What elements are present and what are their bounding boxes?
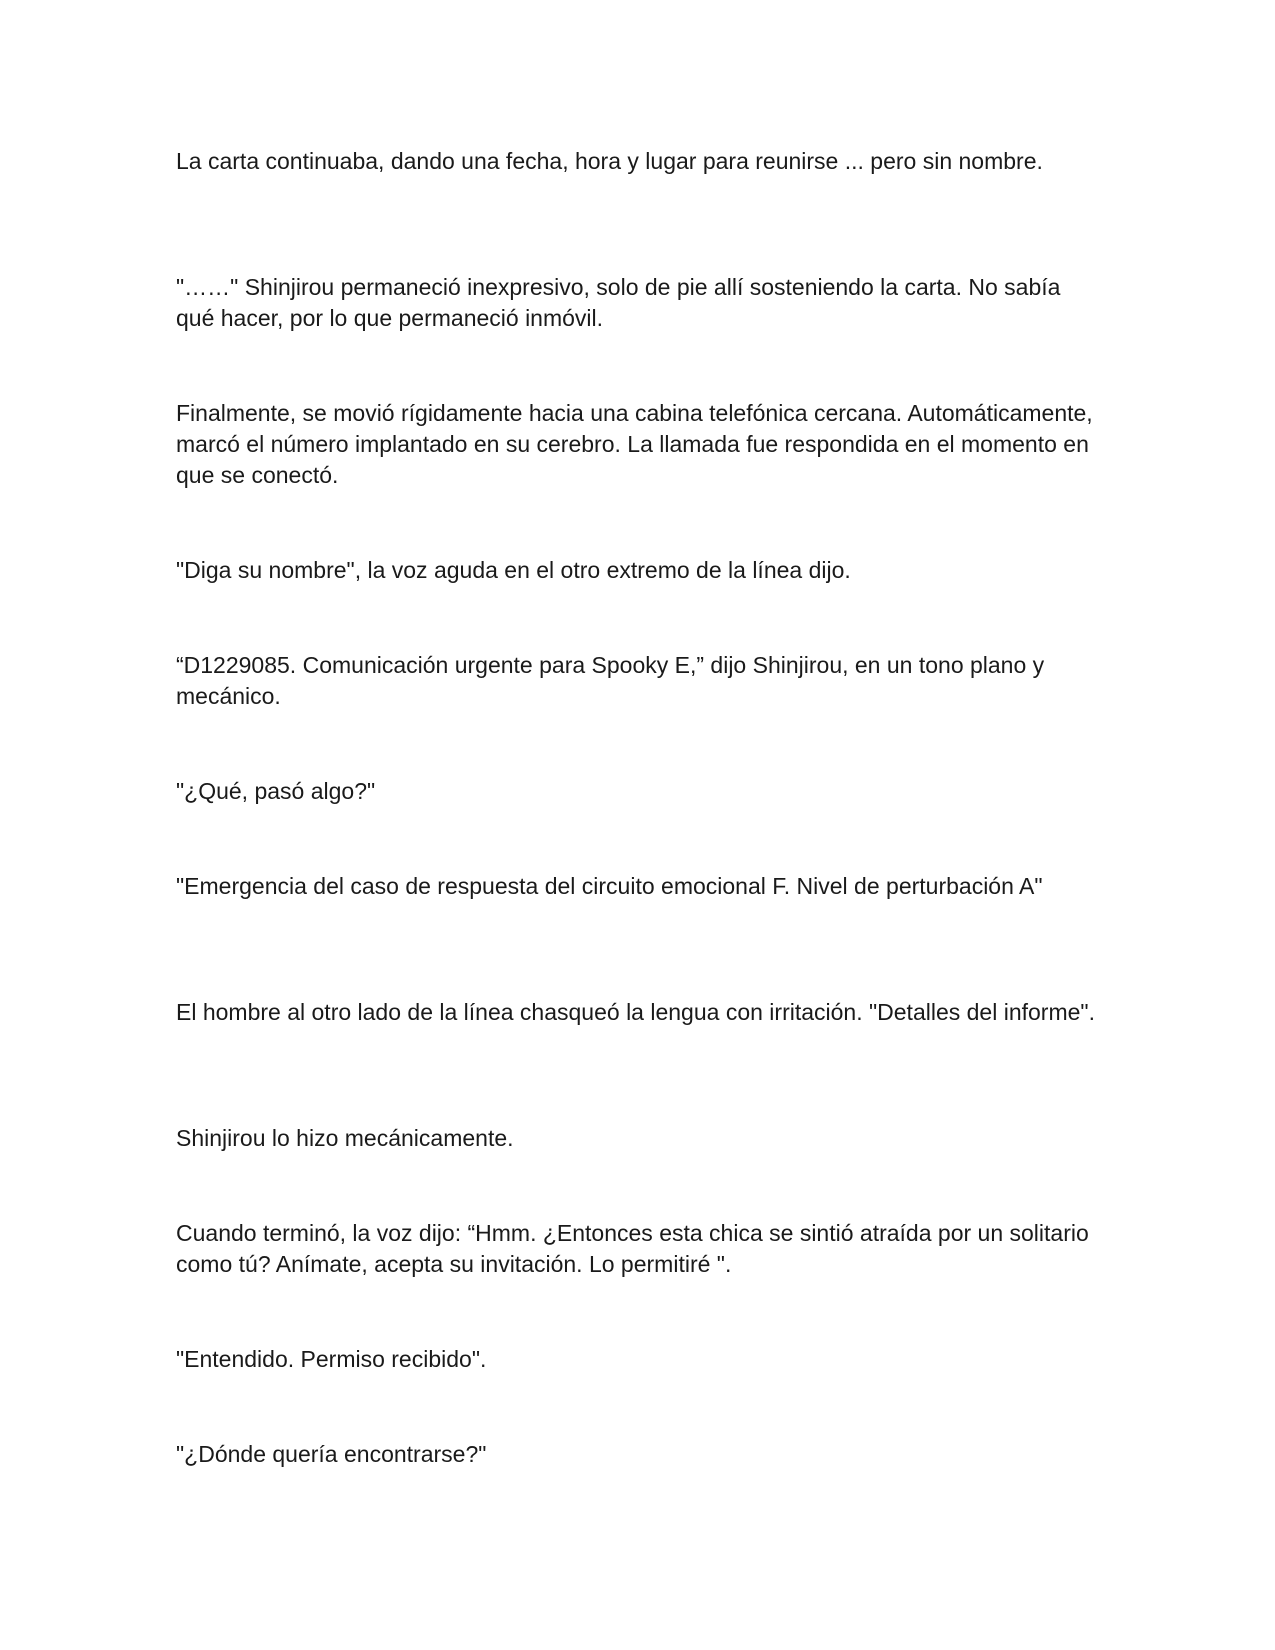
paragraph: La carta continuaba, dando una fecha, hora y lugar para reunirse ... pero sin nombre.	[176, 148, 1043, 174]
paragraph: Cuando terminó, la voz dijo: “Hmm. ¿Entonces esta chica se sintió atraída por un solitario como tú? Anímate, acepta su invitación. Lo permitiré ".	[176, 1220, 1089, 1277]
paragraph: Finalmente, se movió rígidamente hacia una cabina telefónica cercana. Automáticamente, marcó el número implantado en su cerebro. La llamada fue respondida en el momento en que se conectó.	[176, 400, 1093, 488]
paragraph: "Diga su nombre", la voz aguda en el otro extremo de la línea dijo.	[176, 557, 851, 583]
paragraph: "¿Qué, pasó algo?"	[176, 778, 376, 804]
paragraph: El hombre al otro lado de la línea chasqueó la lengua con irritación. "Detalles del informe".	[176, 999, 1095, 1025]
paragraph: “D1229085. Comunicación urgente para Spooky E,” dijo Shinjirou, en un tono plano y mecánico.	[176, 652, 1045, 709]
paragraph: "Entendido. Permiso recibido".	[176, 1346, 487, 1372]
paragraph: "Emergencia del caso de respuesta del circuito emocional F. Nivel de perturbación A"	[176, 873, 1043, 899]
paragraph: "……" Shinjirou permaneció inexpresivo, solo de pie allí sosteniendo la carta. No sabía qué hacer, por lo que permaneció inmóvil.	[176, 274, 1061, 331]
paragraph: "¿Dónde quería encontrarse?"	[176, 1441, 487, 1467]
paragraph: Shinjirou lo hizo mecánicamente.	[176, 1125, 514, 1151]
